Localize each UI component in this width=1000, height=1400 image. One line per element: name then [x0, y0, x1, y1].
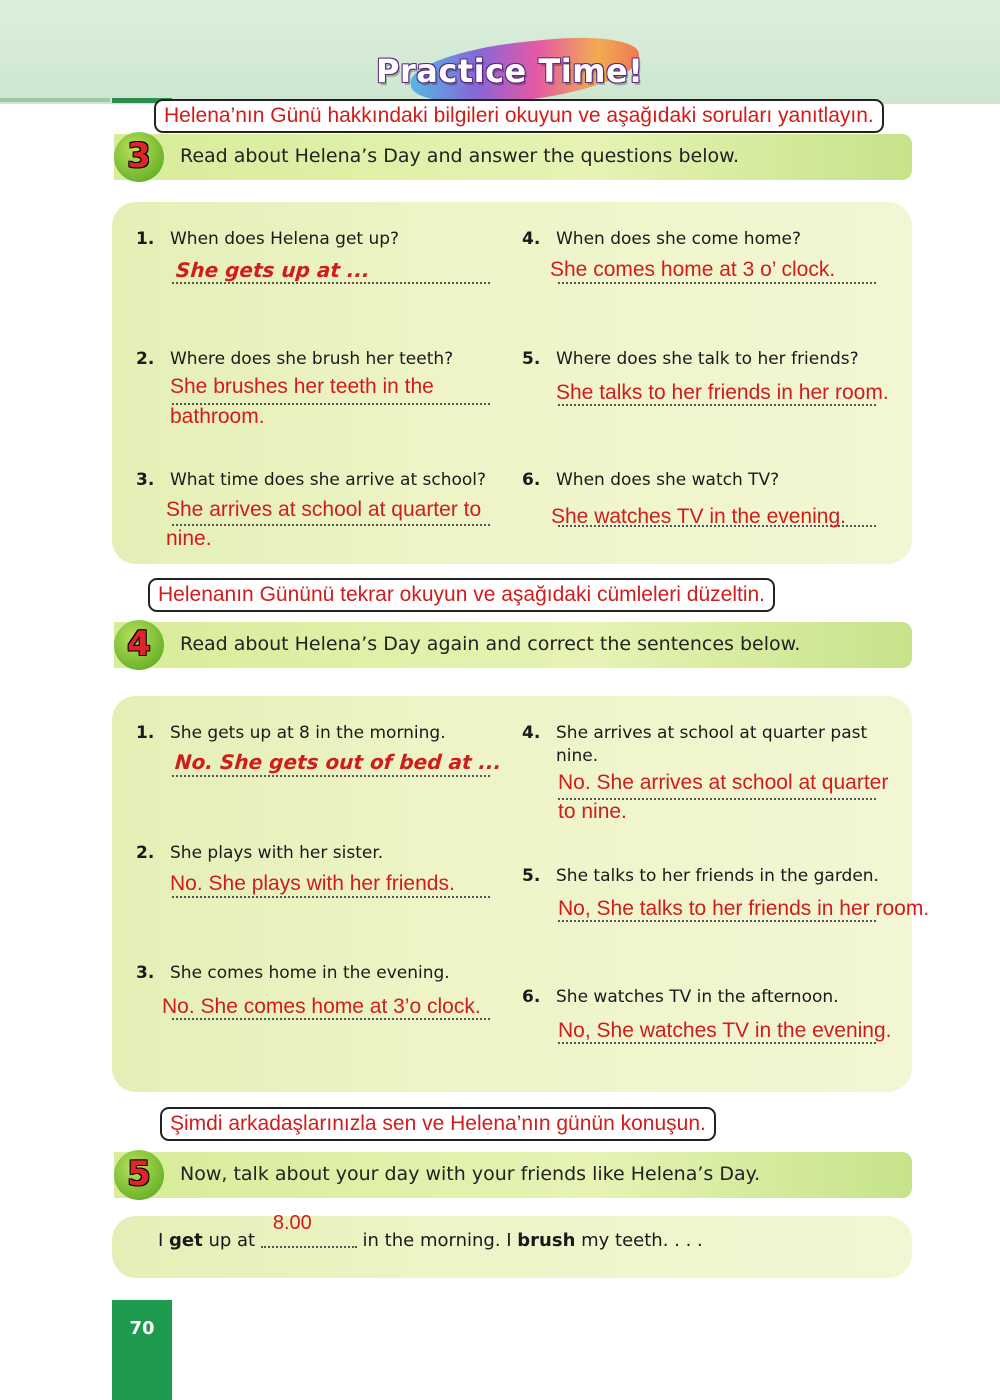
page-number: 70 — [129, 1318, 155, 1339]
ex3-instruction-bar — [114, 134, 912, 180]
example-text: my teeth. . . . — [575, 1230, 703, 1251]
sentence-text: She gets up at 8 in the morning. — [170, 723, 446, 743]
ex3-number-badge — [114, 132, 164, 182]
example-text: in the morning. I — [356, 1230, 518, 1251]
ex3-answer-3-line-1: She arrives at school at quarter to — [166, 498, 482, 521]
question-number: 4. — [522, 229, 541, 249]
question-number: 1. — [136, 229, 155, 249]
question-text: When does she come home? — [556, 229, 802, 249]
blank-dots — [261, 1246, 357, 1248]
ex5-instruction-bar — [114, 1152, 912, 1198]
ex5-number: 5 — [127, 1154, 151, 1194]
example-text: I — [158, 1230, 170, 1251]
sentence-number: 5. — [522, 866, 541, 886]
ex3-instruction: Read about Helena’s Day and answer the questions below. — [180, 145, 739, 167]
example-verb: get — [169, 1230, 203, 1251]
question-number: 2. — [136, 349, 155, 369]
sentence-number: 4. — [522, 723, 541, 743]
question-text: Where does she brush her teeth? — [170, 349, 454, 369]
ex3-answer-2-line-2: bathroom. — [170, 405, 265, 428]
ex4-answer-4-line-1: No. She arrives at school at quarter — [558, 771, 889, 794]
answer-line[interactable] — [172, 524, 490, 526]
question-text: Where does she talk to her friends? — [556, 349, 859, 369]
ex4-turkish-note: Helenanın Gününü tekrar okuyun ve aşağıdaki cümleleri düzeltin. — [148, 578, 775, 612]
sentence-text: She comes home in the evening. — [170, 963, 450, 983]
ex5-number-badge — [114, 1150, 164, 1200]
sentence-text: She plays with her sister. — [170, 843, 384, 863]
question-number: 3. — [136, 470, 155, 490]
question-text: When does she watch TV? — [556, 470, 780, 490]
blank-answer: 8.00 — [272, 1212, 312, 1234]
ex4-number-badge — [114, 620, 164, 670]
ex4-answer-3: No. She comes home at 3’o clock. — [162, 995, 481, 1018]
ex3-answer-6: She watches TV in the evening. — [551, 505, 846, 528]
ex5-example-line — [158, 1212, 703, 1251]
time-blank[interactable] — [261, 1212, 357, 1246]
ex4-instruction: Read about Helena’s Day again and correct the sentences below. — [180, 633, 801, 655]
ex3-answer-3-line-2: nine. — [166, 527, 212, 550]
sentence-number: 3. — [136, 963, 155, 983]
sentence-number: 6. — [522, 987, 541, 1007]
ex4-answer-5: No, She talks to her friends in her room. — [558, 897, 930, 920]
sentence-number: 1. — [136, 723, 155, 743]
question-number: 6. — [522, 470, 541, 490]
ex4-answer-1: No. She gets out of bed at ... — [174, 750, 503, 774]
sentence-text: She watches TV in the afternoon. — [556, 987, 839, 1007]
ex4-sentence-4-line-2: nine. — [556, 746, 599, 766]
sentence-text: She talks to her friends in the garden. — [556, 866, 879, 886]
example-text: up at — [202, 1230, 261, 1251]
ex3-answer-4: She comes home at 3 o’ clock. — [550, 258, 836, 281]
ex5-instruction: Now, talk about your day with your friends like Helena’s Day. — [180, 1163, 761, 1185]
ex4-answer-4-line-2: to nine. — [558, 800, 627, 823]
sentence-number: 2. — [136, 843, 155, 863]
ex3-answer-5: She talks to her friends in her room. — [556, 381, 889, 404]
question-number: 5. — [522, 349, 541, 369]
ex3-number: 3 — [127, 136, 151, 176]
page-number-tab — [112, 1300, 172, 1400]
example-verb: brush — [517, 1230, 576, 1251]
page-title: Practice Time! — [376, 52, 644, 90]
ex4-answer-2: No. She plays with her friends. — [170, 872, 455, 895]
practice-time-heading — [370, 48, 660, 102]
ex3-answer-1: She gets up at ... — [175, 258, 371, 282]
ex3-turkish-note: Helena’nın Günü hakkındaki bilgileri okuyun ve aşağıdaki soruları yanıtlayın. — [154, 99, 884, 133]
ex3-answer-2-line-1: She brushes her teeth in the — [170, 375, 434, 398]
question-text: When does Helena get up? — [170, 229, 400, 249]
ex4-number: 4 — [127, 624, 151, 664]
ex5-turkish-note: Şimdi arkadaşlarınızla sen ve Helena’nın günün konuşun. — [160, 1107, 716, 1141]
header-divider — [0, 98, 110, 102]
ex4-instruction-bar — [114, 622, 912, 668]
ex4-answer-6: No, She watches TV in the evening. — [558, 1019, 892, 1042]
sentence-text: She arrives at school at quarter past — [556, 723, 868, 743]
question-text: What time does she arrive at school? — [170, 470, 487, 490]
